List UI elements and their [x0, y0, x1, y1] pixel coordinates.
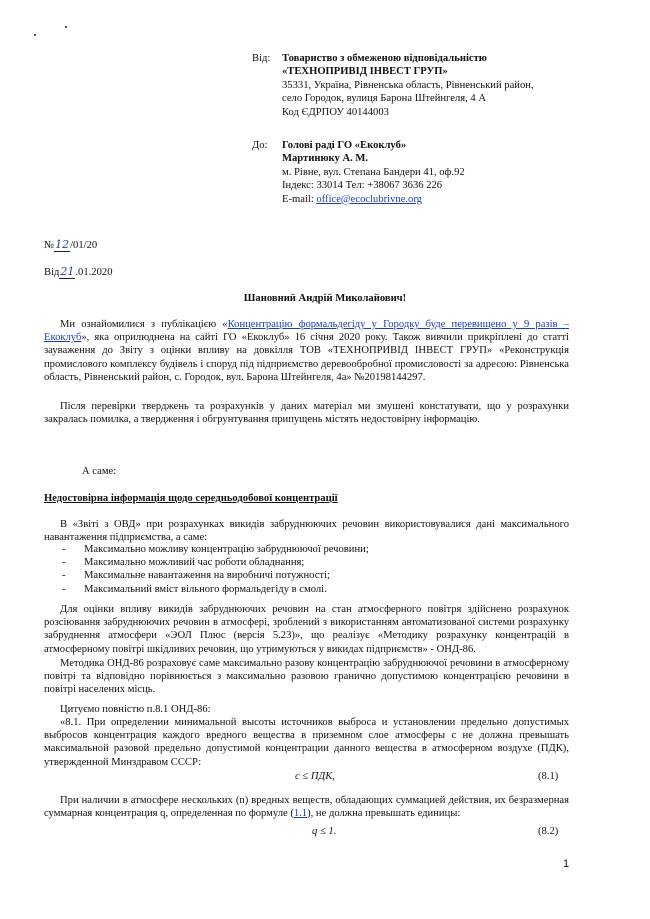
quote-intro: Цитуємо повністю п.8.1 ОНД-86:	[60, 704, 211, 715]
formula-8-2-number: (8.2)	[538, 826, 559, 837]
sender-label: Від:	[252, 53, 271, 64]
formula-ref-link[interactable]: 1.1	[293, 808, 308, 820]
greeting: Шановний Андрій Миколайович!	[243, 293, 407, 304]
scan-speck	[65, 26, 67, 28]
p6-text-b: ), не должна превышать единицы:	[307, 808, 461, 820]
article-link[interactable]: Концентрацію формальдегіду у Городку буде перевищено у 9 разів – Екоклуб	[44, 319, 569, 344]
reference-number	[44, 238, 97, 252]
reference-date	[44, 265, 112, 279]
p1-text-a: Ми ознайомилися з публікацією «	[60, 319, 228, 330]
recipient-address: м. Рівне, вул. Степана Бандери 41, оф.92	[282, 166, 465, 178]
paragraph-finding: Після перевірки тверджень та розрахунків у даних матеріал ми змушені констатувати, що у розрахунки закралась помилка, а твердження і обгрунтування припущень містять недостовірну інформацію.	[44, 401, 569, 426]
scan-speck	[34, 34, 36, 36]
a-same-label: А саме:	[82, 466, 117, 477]
recipient-email-label: E-mail:	[282, 193, 317, 205]
sender-code: Код ЄДРПОУ 40144003	[282, 106, 389, 118]
list-item: - Максимальний вміст вільного формальдегіду в смолі.	[62, 583, 562, 596]
paragraph-methodology: Методика ОНД-86 розраховує саме максимально разову концентрацію забруднюючої речовини в атмосферному повітрі та відповідно порівнюється з максимально разовою гранично допустимою концентрацією речовини в повітрі населених місць.	[44, 658, 569, 696]
section-heading: Недостовірна інформація щодо середньодобової концентрації	[44, 493, 338, 504]
recipient-phones: Індекс: 33014 Тел: +38067 3636 226	[282, 180, 443, 192]
formula-8-1: c ≤ ПДК,	[295, 771, 335, 782]
formula-8-2: q ≤ 1.	[312, 826, 337, 837]
ref-date-suffix: .01.2020	[75, 267, 113, 278]
p6-text-a: При наличии в атмосфере нескольких (n) вредных веществ, обладающих суммацией действия, их безразмерная суммарная концентрация q, определенная по формуле (	[44, 795, 569, 820]
handwritten-number: 12	[55, 238, 70, 251]
sender-address1: 35331, Україна, Рівненська область, Рівненський район,	[282, 79, 534, 91]
list-item: - Максимальне навантаження на виробничі потужності;	[62, 569, 562, 582]
list-item: - Максимально можливу концентрацію забруднюючої речовини;	[62, 543, 562, 556]
recipient-block	[252, 139, 612, 219]
sender-org-line1: Товариство з обмеженою відповідальністю	[282, 53, 487, 64]
recipient-line2: Мартинюку А. М.	[282, 153, 369, 165]
paragraph-ovd: В «Звіті з ОВД» при розрахунках викидів забруднюючих речовин використовувалися дані максимального навантаження підприємства, а саме:	[44, 519, 569, 544]
bullet-list	[62, 543, 562, 596]
sender-address2: село Городок, вулиця Барона Штейнгеля, 4 А	[282, 93, 487, 105]
sender-block	[252, 52, 612, 132]
ref-date-prefix: Від	[44, 267, 60, 278]
paragraph-summation	[44, 794, 569, 820]
ref-num-prefix: №	[44, 240, 55, 251]
p1-text-b: », яка оприлюднена на сайті ГО «Екоклуб» 16 січня 2020 року. Також вивчили прикріплені до статті зауваження до Звіту з оцінки впливу на довкілля ТОВ «ТЕХНОПРИВІД ІНВЕСТ ГРУП» «Реконструкція промислового комплексу будівель і споруд під підприємство деревообробної промисловості за адресою: Рівненська область, Рівненський район, с. Городок, вул. Барона Штейнгеля, 4а» №20198144297.	[44, 332, 569, 383]
list-item: - Максимально можливий час роботи обладнання;	[62, 556, 562, 569]
handwritten-date: 21	[60, 265, 75, 278]
ref-num-suffix: /01/20	[70, 240, 98, 251]
quote-text: «8.1. При определении минимальной высоты источников выброса и установлении предельно допустимых выбросов концентрация каждого вредного вещества в приземном слое атмосферы c не должна превышать максимальной разовой предельно допустимой концентрации данного вещества в атмосферном воздухе (ПДК), утвержденной Минздравом СССР:	[44, 717, 569, 768]
recipient-label: До:	[252, 140, 268, 151]
page-number: 1	[563, 858, 570, 870]
sender-org-line2: «ТЕХНОПРИВІД ІНВЕСТ ГРУП»	[282, 66, 448, 78]
recipient-email-link[interactable]: office@ecoclubrivne.org	[316, 193, 422, 205]
paragraph-intro	[44, 318, 569, 384]
formula-8-1-number: (8.1)	[538, 771, 559, 782]
paragraph-dispersion: Для оцінки впливу викидів забруднюючих речовин на стан атмосферного повітря здійснено розрахунок розсіювання забруднюючих речовин в атмосфері, зроблений з використанням автоматизованої системи розрахунку забруднення атмосфери «ЭОЛ Плюс (версія 5.23)», що реалізує «Методику розрахунку концентрацій в атмосферному повітрі шкідливих речовин, що утримуються у викидах підприємств» - ОНД-86.	[44, 604, 569, 655]
recipient-line1: Голові раді ГО «Екоклуб»	[282, 140, 407, 151]
